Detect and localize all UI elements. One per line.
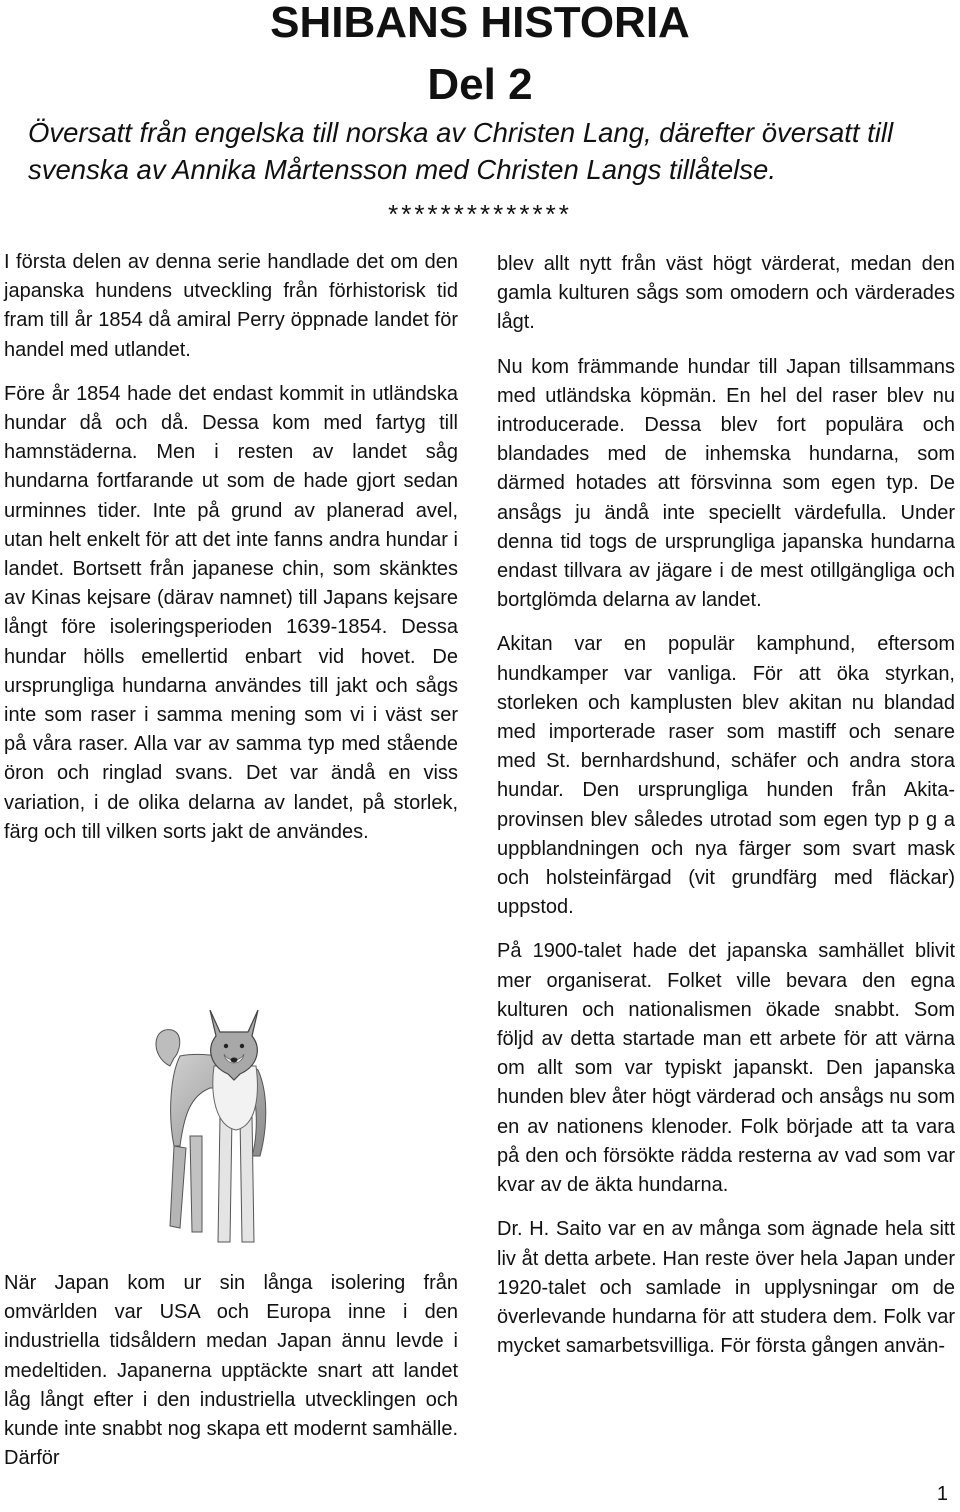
- paragraph: När Japan kom ur sin långa isolering från omvärlden var USA och Europa inne i den industriella tidsåldern medan Japan ännu levde i medeltiden. Japanerna upptäckte snart att landet låg långt efter i den industriella utvecklingen och kunde inte snabbt nog skapa ett modernt samhälle. Därför: [4, 1272, 458, 1470]
- paragraph: I första delen av denna serie handlade det om den japanska hundens utveckling från förhistorisk tid fram till år 1854 då amiral Perry öppnade landet för handel med utlandet.: [4, 251, 458, 361]
- page-title: [0, 0, 960, 108]
- title-part: Del 2: [427, 60, 533, 109]
- page-number: 1: [936, 1483, 948, 1505]
- title-main: SHIBANS HISTORIA: [270, 0, 690, 47]
- shiba-dog-illustration: [140, 996, 300, 1252]
- paragraph: Dr. H. Saito var en av många som ägnade hela sitt liv åt detta arbete. Han reste över hela Japan under 1920-talet och samlade in upplysningar om de överlevande hundarna för att studera dem. Folk var mycket samarbetsvilliga. För första gången använ-: [497, 1218, 955, 1358]
- left-column-bottom: [4, 1269, 458, 1488]
- left-column-top: [4, 248, 458, 862]
- asterisk-separator: **************: [388, 199, 572, 229]
- paragraph: blev allt nytt från väst högt värderat, medan den gamla kulturen sågs som omodern och värderades lågt.: [497, 253, 955, 334]
- paragraph: Akitan var en populär kamphund, eftersom hundkamper var vanliga. För att öka styrkan, storleken och kamplusten blev akitan nu blandad med importerade raser som mastiff och senare med St. bernhardshund, schäfer och andra stora hundar. Den ursprungliga hunden från Akita-provinsen blev således utrotad som egen typ p g a uppblandningen och nya färger som svart mask och holsteinfärgad (vit grundfärg med fläckar) uppstod.: [497, 633, 955, 919]
- paragraph: På 1900-talet hade det japanska samhället blivit mer organiserat. Folket ville bevara den egna kulturen och nationalismen ökade snabbt. Som följd av detta startade man ett arbete för att värna om allt som var typiskt japanskt. Den japanska hunden blev åter högt värderad och ansågs nu som en av nationens klenoder. Folk började att ta vara på den och försökte rädda resterna av vad som var kvar av de äkta hundarna.: [497, 940, 955, 1197]
- paragraph: Före år 1854 hade det endast kommit in utländska hundar då och då. Dessa kom med fartyg till hamnstäderna. Men i resten av landet såg hundarna fortfarande ut som de hade gjort sedan urminnes tider. Inte på grund av planerad avel, utan helt enkelt för att det inte fanns andra hundar i landet. Bortsett från japanese chin, som skänktes av Kinas kejsare (därav namnet) till Japans kejsare långt före isoleringsperioden 1639-1854. Dessa hundar hölls emellertid enbart vid hovet. De ursprungliga hundarna användes till jakt och sågs inte som raser i samma mening som vi i väst ser på våra raser. Alla var av samma typ med stående öron och ringlad svans. Det var ändå en viss variation, i de olika delarna av landet, på storlek, färg och till vilken sorts jakt de användes.: [4, 382, 458, 843]
- paragraph: Nu kom främmande hundar till Japan tillsammans med utländska köpmän. En hel del raser blev nu introducerade. Dessa blev fort populära och blandades med de inhemska hundarna, som därmed hotades att försvinna som egen typ. De ansågs ju ändå inte speciellt värdefulla. Under denna tid togs de ursprungliga japanska hundarna endast tillvara av jägare i de mest otillgängliga och bortglömda delarna av landet.: [497, 355, 955, 612]
- translation-note: Översatt från engelska till norska av Christen Lang, därefter översatt till svenska av Annika Mårtensson med Christen Langs tillåtelse.: [28, 117, 894, 185]
- right-column: [497, 250, 955, 1376]
